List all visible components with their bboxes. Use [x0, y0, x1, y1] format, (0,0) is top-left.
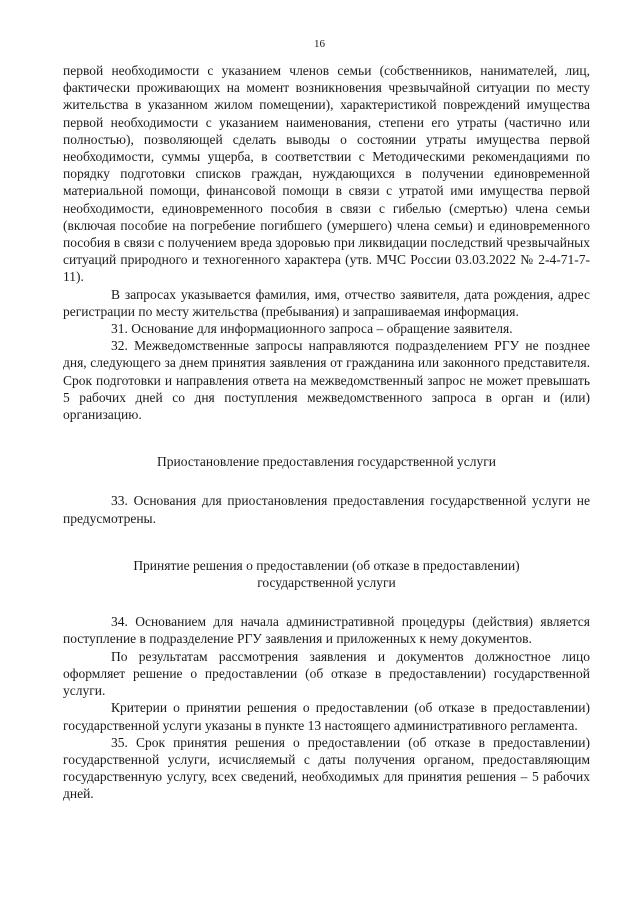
paragraph-32: 32. Межведомственные запросы направляются подразделением РГУ не позднее дня, следующего за днем принятия заявления от гражданина или законного представителя. Срок подготовки и направления ответа на межведомственный запрос не может превышать 5 рабочих дней со дня поступления межведомственного запроса в орган и (или) организацию.	[63, 338, 590, 423]
paragraph-35: 35. Срок принятия решения о предоставлении (об отказе в предоставлении) государственной услуги, исчисляемый с даты получения органом, предоставляющим государственную услугу, всех сведений, необходимых для принятия решения – 5 рабочих дней.	[63, 734, 590, 802]
page-number: 16	[314, 38, 325, 50]
spacer	[63, 423, 590, 453]
section-heading-suspension: Приостановление предоставления государственной услуги	[157, 454, 496, 470]
section-heading-decision-line1: Принятие решения о предоставлении (об отказе в предоставлении)	[133, 557, 520, 573]
paragraph-33: 33. Основания для приостановления предоставления государственной услуги не предусмотрены.	[63, 493, 590, 526]
paragraph-property-list-continuation: первой необходимости с указанием членов семьи (собственников, нанимателей, лиц, фактически проживающих на момент возникновения чрезвычайной ситуации по месту жительства в указанном жилом помещении), характеристикой повреждений имущества первой необходимости с указанием наименования, степени его утраты (частично или полностью), позволяющей сделать выводы о состоянии утраты имущества первой необходимости, суммы ущерба, в соответствии с Методическими рекомендациями по порядку подготовки списков граждан, нуждающихся в получении единовременной материальной помощи, финансовой помощи в связи с утратой ими имущества первой необходимости, единовременного пособия в связи с гибелью (смертью) члена семьи (включая пособие на погребение погибшего (умершего) члена семьи) и единовременного пособия в связи с получением вреда здоровью при ликвидации последствий чрезвычайных ситуаций природного и техногенного характера (утв. МЧС России 03.03.2022 № 2-4-71-7-11).	[63, 63, 590, 285]
paragraph-decision-by-officer: По результатам рассмотрения заявления и документов должностное лицо оформляет решение о предоставлении (об отказе в предоставлении) государственной услуги.	[63, 648, 590, 699]
spacer	[63, 527, 590, 557]
spacer	[63, 470, 590, 492]
paragraph-decision-criteria: Критерии о принятии решения о предоставлении (об отказе в предоставлении) государственной услуги указаны в пункте 13 настоящего административного регламента.	[63, 700, 590, 733]
paragraph-request-contents: В запросах указывается фамилия, имя, отчество заявителя, дата рождения, адрес регистрации по месту жительства (пребывания) и запрашиваемая информация.	[63, 286, 590, 319]
paragraph-34: 34. Основанием для начала административной процедуры (действия) является поступление в подразделение РГУ заявления и приложенных к нему документов.	[63, 614, 590, 647]
section-heading-decision	[63, 557, 590, 591]
section-heading-decision-line2: государственной услуги	[257, 575, 396, 591]
paragraph-31: 31. Основание для информационного запроса – обращение заявителя.	[111, 321, 513, 337]
spacer	[63, 591, 590, 613]
document-body	[63, 62, 590, 803]
